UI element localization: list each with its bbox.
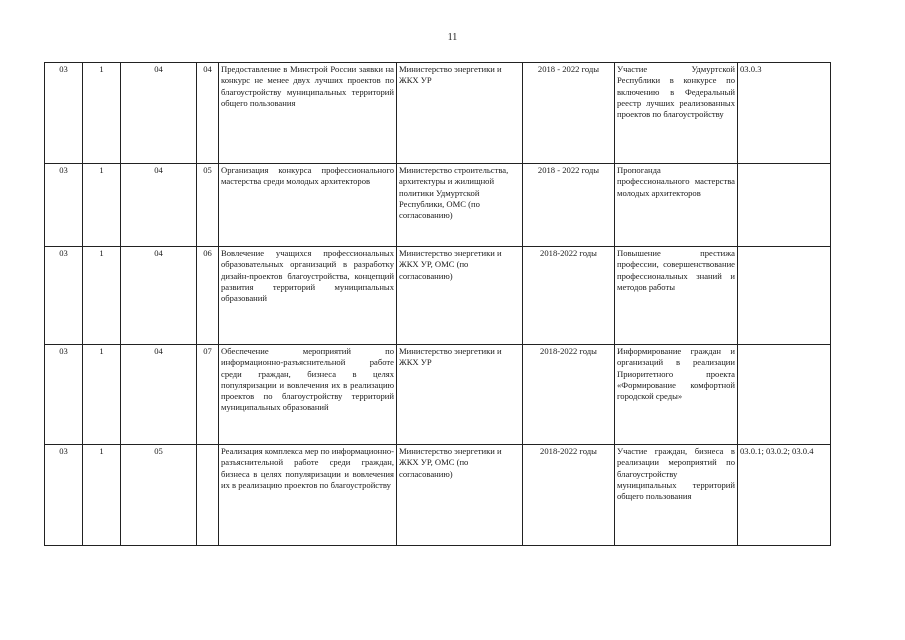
code-cell: 05	[121, 445, 197, 546]
indicator-cell	[738, 247, 831, 345]
executor-cell: Министерство энергетики и ЖКХ УР, ОМС (по согласованию)	[397, 247, 523, 345]
table-row	[45, 164, 831, 247]
code-cell: 03	[45, 63, 83, 164]
table-row	[45, 247, 831, 345]
period-cell: 2018-2022 годы	[523, 345, 615, 445]
result-cell: Информирование граждан и организаций в реализации Приоритетного проекта «Формирование комфортной городской среды»	[615, 345, 738, 445]
code-cell: 1	[83, 445, 121, 546]
code-cell: 06	[197, 247, 219, 345]
indicator-cell: 03.0.1; 03.0.2; 03.0.4	[738, 445, 831, 546]
code-cell: 1	[83, 63, 121, 164]
code-cell: 03	[45, 445, 83, 546]
table-row	[45, 63, 831, 164]
code-cell: 03	[45, 164, 83, 247]
code-cell: 03	[45, 247, 83, 345]
code-cell: 04	[121, 164, 197, 247]
period-cell: 2018 - 2022 годы	[523, 63, 615, 164]
code-cell	[197, 445, 219, 546]
code-cell: 1	[83, 164, 121, 247]
result-cell: Участие граждан, бизнеса в реализации мероприятий по благоустройству муниципальных территорий общего пользования	[615, 445, 738, 546]
code-cell: 05	[197, 164, 219, 247]
code-cell: 1	[83, 247, 121, 345]
page-number: 11	[447, 32, 458, 43]
result-cell: Пропоганда профессионального мастерства молодых архитекторов	[615, 164, 738, 247]
executor-cell: Министерство энергетики и ЖКХ УР	[397, 63, 523, 164]
code-cell: 07	[197, 345, 219, 445]
code-cell: 04	[121, 63, 197, 164]
executor-cell: Министерство энергетики и ЖКХ УР	[397, 345, 523, 445]
table-row	[45, 445, 831, 546]
activity-name-cell: Реализация комплекса мер по информационно-разъяснительной работе среди граждан, бизнеса в целях популяризации и вовлечения их в реализацию проектов по благоустройству	[219, 445, 397, 546]
period-cell: 2018-2022 годы	[523, 247, 615, 345]
executor-cell: Министерство строительства, архитектуры и жилищной политики Удмуртской Республики, ОМС (по согласованию)	[397, 164, 523, 247]
indicator-cell: 03.0.3	[738, 63, 831, 164]
code-cell: 04	[121, 345, 197, 445]
code-cell: 04	[197, 63, 219, 164]
result-cell: Участие Удмуртской Республики в конкурсе по включению в Федеральный реестр лучших реализованных проектов по благоустройству	[615, 63, 738, 164]
activity-name-cell: Обеспечение мероприятий по информационно-разъяснительной работе среди граждан, бизнеса в целях популяризации и вовлечения их в реализацию проектов по благоустройству территорий муниципальных образований	[219, 345, 397, 445]
activity-name-cell: Предоставление в Минстрой России заявки на конкурс не менее двух лучших проектов по благоустройству муниципальных территорий общего пользования	[219, 63, 397, 164]
period-cell: 2018 - 2022 годы	[523, 164, 615, 247]
indicator-cell	[738, 345, 831, 445]
indicator-cell	[738, 164, 831, 247]
table-row	[45, 345, 831, 445]
program-activities-table	[44, 62, 831, 546]
code-cell: 03	[45, 345, 83, 445]
result-cell: Повышение престижа профессии, совершенствование профессиональных знаний и методов работы	[615, 247, 738, 345]
code-cell: 1	[83, 345, 121, 445]
executor-cell: Министерство энергетики и ЖКХ УР, ОМС (по согласованию)	[397, 445, 523, 546]
activity-name-cell: Организация конкурса профессионального мастерства среди молодых архитекторов	[219, 164, 397, 247]
period-cell: 2018-2022 годы	[523, 445, 615, 546]
activity-name-cell: Вовлечение учащихся профессиональных образовательных организаций в разработку дизайн-проектов благоустройства, концепций развития территорий муниципальных образований	[219, 247, 397, 345]
code-cell: 04	[121, 247, 197, 345]
